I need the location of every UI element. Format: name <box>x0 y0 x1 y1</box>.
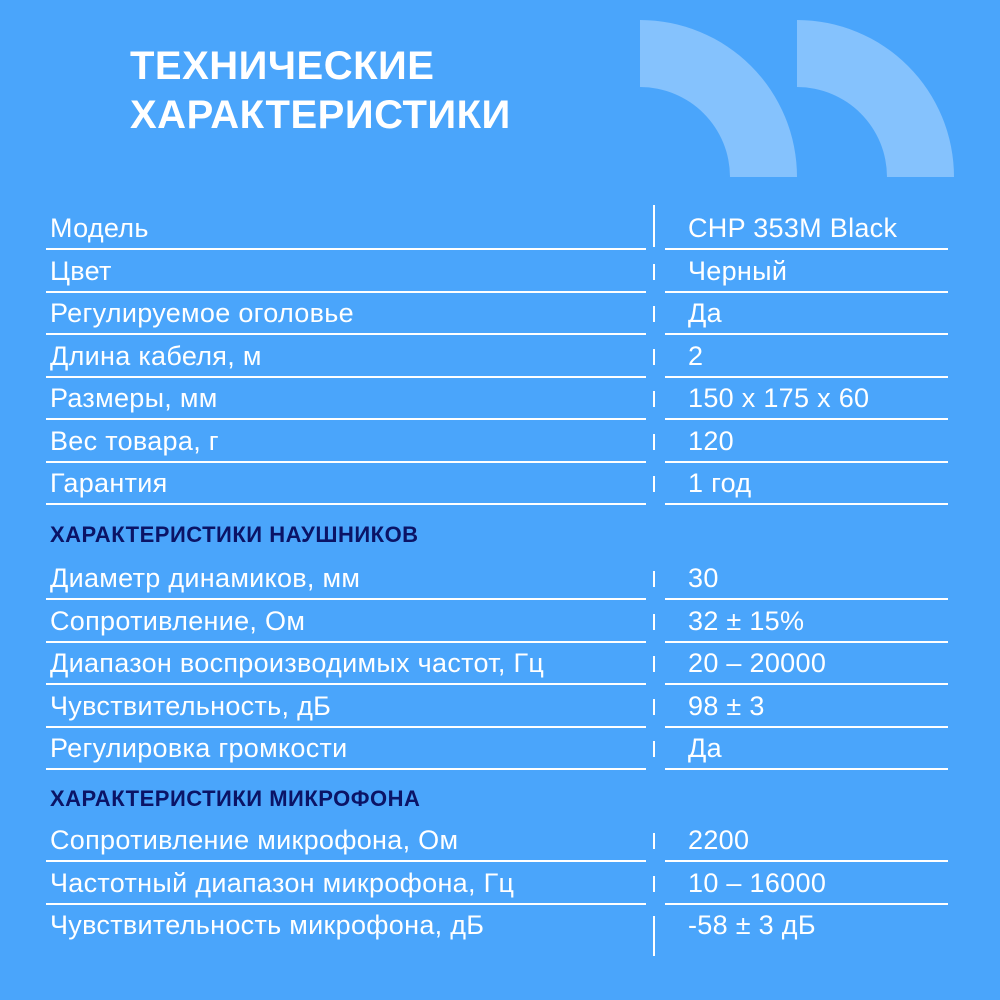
column-tick <box>653 264 655 280</box>
spec-value: Черный <box>688 255 788 286</box>
column-tick <box>653 391 655 407</box>
spec-name: Модель <box>50 213 149 243</box>
spec-name: Вес товара, г <box>50 425 219 456</box>
spec-name: Частотный диапазон микрофона, Гц <box>50 867 515 898</box>
spec-value: 2 <box>688 340 704 371</box>
column-tick <box>653 699 655 715</box>
spec-value: 150 x 175 x 60 <box>688 383 870 413</box>
spec-name: Чувствительность, дБ <box>50 690 332 721</box>
spec-row <box>0 207 1000 250</box>
spec-row <box>0 819 1000 862</box>
spec-value: 30 <box>688 563 719 593</box>
column-tick <box>653 476 655 492</box>
spec-name: Длина кабеля, м <box>50 340 262 371</box>
section-heading-headphones: ХАРАКТЕРИСТИКИ НАУШНИКОВ <box>50 522 419 547</box>
spec-row <box>0 862 1000 905</box>
spec-value: 98 ± 3 <box>688 690 765 721</box>
row-divider-right <box>665 768 948 770</box>
spec-value: 10 – 16000 <box>688 867 827 898</box>
spec-row <box>0 685 1000 728</box>
spec-name: Регулируемое оголовье <box>50 298 354 328</box>
column-tick <box>653 306 655 322</box>
spec-row <box>0 420 1000 463</box>
column-tick <box>653 833 655 849</box>
page-title <box>130 42 511 140</box>
spec-name: Цвет <box>50 255 112 286</box>
column-tick <box>653 656 655 672</box>
spec-row <box>0 292 1000 335</box>
spec-row <box>0 904 1000 947</box>
spec-value: Да <box>688 298 722 328</box>
column-tick <box>653 741 655 757</box>
spec-name: Диапазон воспроизводимых частот, Гц <box>50 648 545 678</box>
spec-name: Диаметр динамиков, мм <box>50 563 361 593</box>
spec-name: Чувствительность микрофона, дБ <box>50 910 485 940</box>
spec-name: Размеры, мм <box>50 383 218 413</box>
spec-name: Сопротивление микрофона, Ом <box>50 825 459 855</box>
spec-value: Да <box>688 733 722 763</box>
column-tick <box>653 614 655 630</box>
spec-row <box>0 557 1000 600</box>
spec-value: 120 <box>688 425 734 456</box>
column-tick <box>653 918 655 934</box>
column-tick <box>653 876 655 892</box>
spec-value: -58 ± 3 дБ <box>688 910 816 940</box>
column-tick <box>653 349 655 365</box>
spec-row <box>0 727 1000 770</box>
title-line-2: ХАРАКТЕРИСТИКИ <box>130 93 511 137</box>
column-tick <box>653 434 655 450</box>
title-line-1: ТЕХНИЧЕСКИЕ <box>130 44 435 88</box>
spec-value: 32 ± 15% <box>688 605 805 636</box>
spec-row <box>0 335 1000 378</box>
row-divider-left <box>46 503 646 505</box>
spec-row <box>0 600 1000 643</box>
spec-value: 2200 <box>688 825 750 855</box>
spec-value: 20 – 20000 <box>688 648 827 678</box>
spec-name: Гарантия <box>50 468 168 498</box>
spec-value: CHP 353M Black <box>688 213 898 243</box>
row-divider-left <box>46 768 646 770</box>
row-divider-right <box>665 503 948 505</box>
spec-name: Регулировка громкости <box>50 733 348 763</box>
spec-row <box>0 462 1000 505</box>
column-tick <box>653 571 655 587</box>
spec-row <box>0 642 1000 685</box>
spec-row <box>0 377 1000 420</box>
spec-value: 1 год <box>688 468 752 498</box>
section-heading-microphone: ХАРАКТЕРИСТИКИ МИКРОФОНА <box>50 786 421 811</box>
spec-name: Сопротивление, Ом <box>50 605 306 636</box>
spec-row <box>0 250 1000 293</box>
